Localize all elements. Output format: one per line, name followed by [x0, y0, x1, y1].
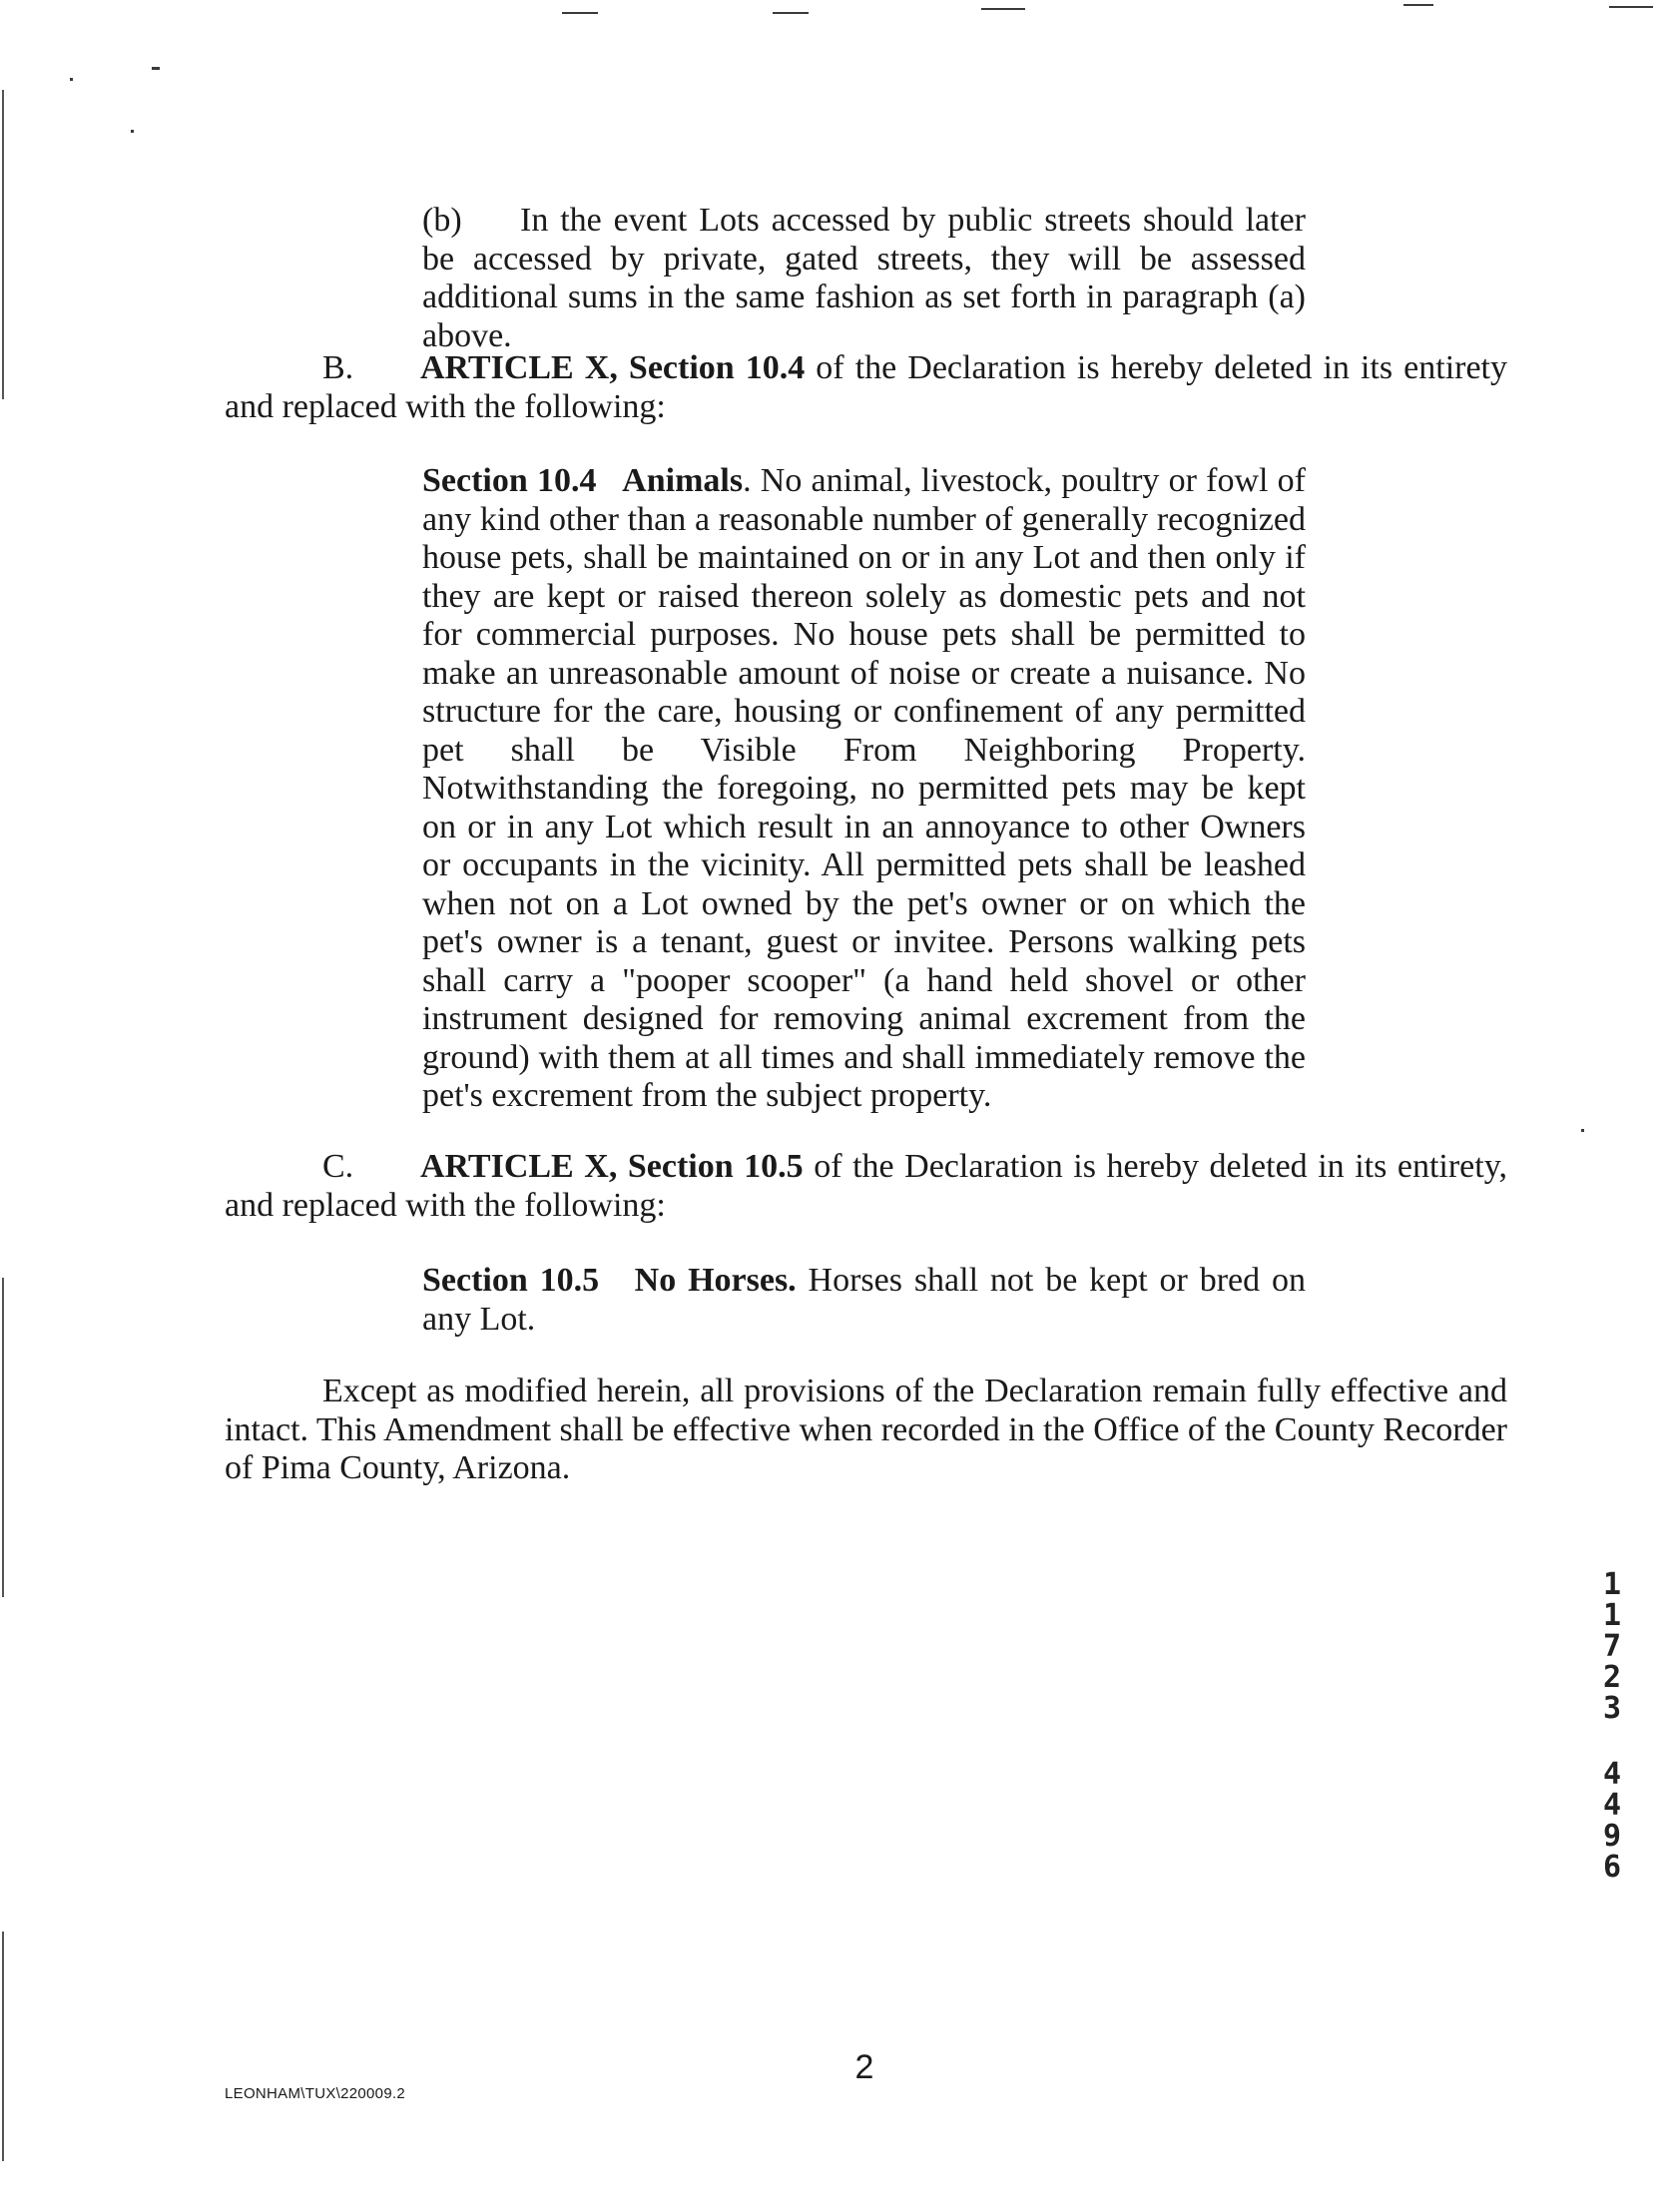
recording-digit: 4: [1602, 1788, 1622, 1823]
recording-digit: 4: [1602, 1757, 1622, 1792]
document-reference: LEONHAM\TUX\220009.2: [225, 2085, 406, 2102]
scan-artifact: [70, 78, 73, 81]
paragraph-b-label: B.: [322, 349, 354, 386]
closing-paragraph: Except as modified herein, all provisions of the Declaration remain fully effective and intact. This Amendment shall be effective when recorded in the Office of the County Recorder of Pima County, Arizona.: [225, 1373, 1507, 1486]
scan-edge-line: [2, 1932, 4, 2161]
recording-digit: 9: [1602, 1819, 1622, 1854]
recording-digit: 6: [1602, 1850, 1622, 1885]
section-10-5-text: Horses shall not be kept or bred on any Lot.: [422, 1262, 1306, 1338]
paragraph-c: [225, 1148, 1507, 1225]
scan-artifact: [1403, 4, 1433, 6]
section-10-4: [422, 462, 1306, 1116]
scan-edge-line: [2, 1278, 4, 1597]
paragraph-b-text: of the Declaration is hereby deleted in its entirety and replaced with the following:: [225, 349, 1507, 425]
section-10-4-heading: Section 10.4 Animals: [422, 462, 744, 499]
scan-artifact: [1581, 1129, 1584, 1132]
paragraph-c-label: C.: [322, 1148, 354, 1185]
section-10-4-text: . No animal, livestock, poultry or fowl of any kind other than a reasonable number of generally recognized house pets, shall be maintained on or in any Lot and then only if they are kept or raised thereon solely as domestic pets and not for commercial purposes. No house pets shall be permitted to make an unreasonable amount of noise or create a nuisance. No structure for the care, housing or confinement of any permitted pet shall be Visible From Neighboring Property. Notwithstanding the foregoing, no permitted pets may be kept on or in any Lot which result in an annoyance to other Owners or occupants in the vicinity. All permitted pets shall be leashed when not on a Lot owned by the pet's owner or on which the pet's owner is a tenant, guest or invitee. Persons walking pets shall carry a "pooper scooper" (a hand held shovel or other instrument designed for removing animal excrement from the ground) with them at all times and shall immediately remove the pet's excrement from the subject property.: [422, 462, 1306, 1114]
recording-digit: 1: [1602, 1567, 1622, 1602]
scan-artifact: [773, 12, 809, 14]
section-10-5-heading: Section 10.5 No Horses.: [422, 1262, 797, 1299]
recording-number-bottom: [1597, 1759, 1627, 1883]
subparagraph-b-text: In the event Lots accessed by public streets should later be accessed by private, gated streets, they will be assessed additional sums in the same fashion as set forth in paragraph (a) above.: [422, 202, 1306, 354]
paragraph-b: [225, 349, 1507, 426]
scan-artifact: [981, 8, 1025, 10]
recording-digit: 2: [1602, 1660, 1622, 1695]
paragraph-b-article-ref: ARTICLE X, Section 10.4: [420, 349, 806, 386]
recording-number-top: [1597, 1569, 1627, 1724]
scan-artifact: [131, 130, 134, 133]
paragraph-c-text: of the Declaration is hereby deleted in its entirety, and replaced with the following:: [225, 1148, 1507, 1224]
scan-edge-line: [2, 90, 4, 399]
subparagraph-b-label: (b): [422, 202, 462, 239]
section-10-5: [422, 1262, 1306, 1339]
recording-digit: 3: [1602, 1691, 1622, 1726]
scan-artifact: [152, 67, 160, 70]
page-number: 2: [854, 2048, 874, 2086]
scan-artifact: [562, 12, 598, 14]
recording-digit: 7: [1602, 1629, 1622, 1664]
subparagraph-b: [422, 202, 1306, 355]
recording-digit: 1: [1602, 1598, 1622, 1633]
paragraph-c-article-ref: ARTICLE X, Section 10.5: [420, 1148, 804, 1185]
scan-artifact: [1609, 6, 1653, 8]
